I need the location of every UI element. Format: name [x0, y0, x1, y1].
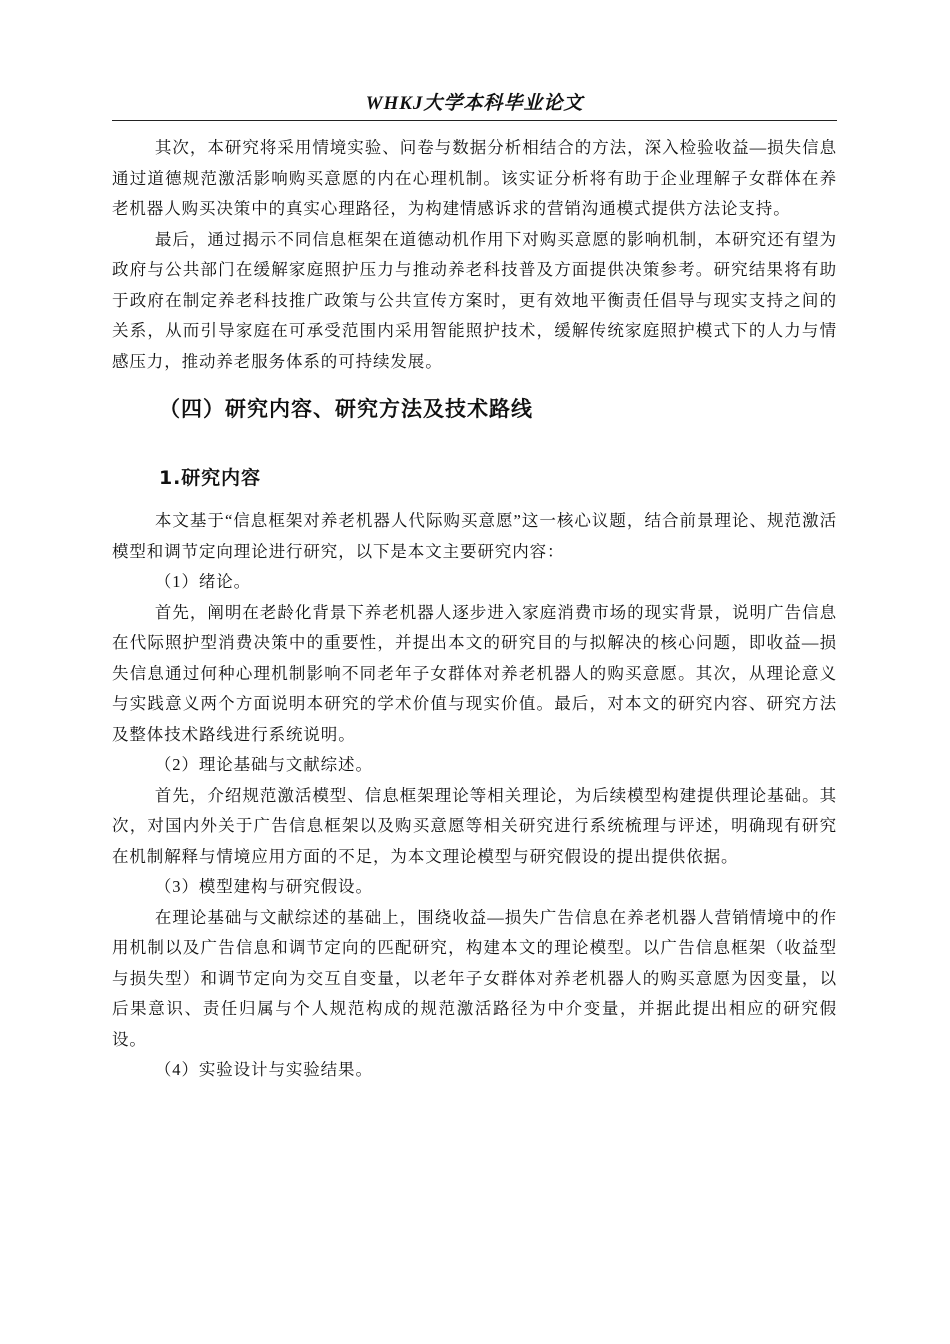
item-2-label: （2）理论基础与文献综述。	[154, 755, 373, 774]
page-header-title: WHKJ大学本科毕业论文	[365, 93, 584, 114]
item-2-text: 首先，介绍规范激活模型、信息框架理论等相关理论，为后续模型构建提供理论基础。其次，对国内外关于广告信息框架以及购买意愿等相关研究进行系统梳理与评述，明确现有研究在机制解释与情境应用方面的不足，为本文理论模型与研究假设的提出提供依据。	[112, 785, 837, 866]
paragraph-methods-significance: 其次，本研究将采用情境实验、问卷与数据分析相结合的方法，深入检验收益—损失信息通过道德规范激活影响购买意愿的内在心理机制。该实证分析将有助于企业理解子女群体在养老机器人购买决策中的真实心理路径，为构建情感诉求的营销沟通模式提供方法论支持。	[112, 138, 837, 218]
page-body	[112, 133, 837, 1086]
item-3-label: （3）模型建构与研究假设。	[154, 877, 373, 896]
subsection-heading: 1.研究内容	[159, 467, 261, 489]
header-divider	[112, 120, 837, 121]
paragraph-policy-significance: 最后，通过揭示不同信息框架在道德动机作用下对购买意愿的影响机制，本研究还有望为政府与公共部门在缓解家庭照护压力与推动养老科技普及方面提供决策参考。研究结果将有助于政府在制定养老科技推广政策与公共宣传方案时，更有效地平衡责任倡导与现实支持之间的关系，从而引导家庭在可承受范围内采用智能照护技术，缓解传统家庭照护模式下的人力与情感压力，推动养老服务体系的可持续发展。	[112, 229, 837, 371]
item-4-label: （4）实验设计与实验结果。	[154, 1060, 373, 1079]
item-3-text: 在理论基础与文献综述的基础上，围绕收益—损失广告信息在养老机器人营销情境中的作用机制以及广告信息和调节定向的匹配研究，构建本文的理论模型。以广告信息框架（收益型与损失型）和调节定向为交互自变量，以老年子女群体对养老机器人的购买意愿为因变量，以后果意识、责任归属与个人规范构成的规范激活路径为中介变量，并据此提出相应的研究假设。	[112, 907, 837, 1049]
item-1-text: 首先，阐明在老龄化背景下养老机器人逐步进入家庭消费市场的现实背景，说明广告信息在代际照护型消费决策中的重要性，并提出本文的研究目的与拟解决的核心问题，即收益—损失信息通过何种心理机制影响不同老年子女群体对养老机器人的购买意愿。其次，从理论意义与实践意义两个方面说明本研究的学术价值与现实价值。最后，对本文的研究内容、研究方法及整体技术路线进行系统说明。	[112, 602, 837, 744]
paragraph-intro: 本文基于“信息框架对养老机器人代际购买意愿”这一核心议题，结合前景理论、规范激活模型和调节定向理论进行研究，以下是本文主要研究内容：	[112, 511, 837, 561]
item-1-label: （1）绪论。	[154, 572, 252, 591]
section-heading: （四）研究内容、研究方法及技术路线	[159, 397, 533, 421]
